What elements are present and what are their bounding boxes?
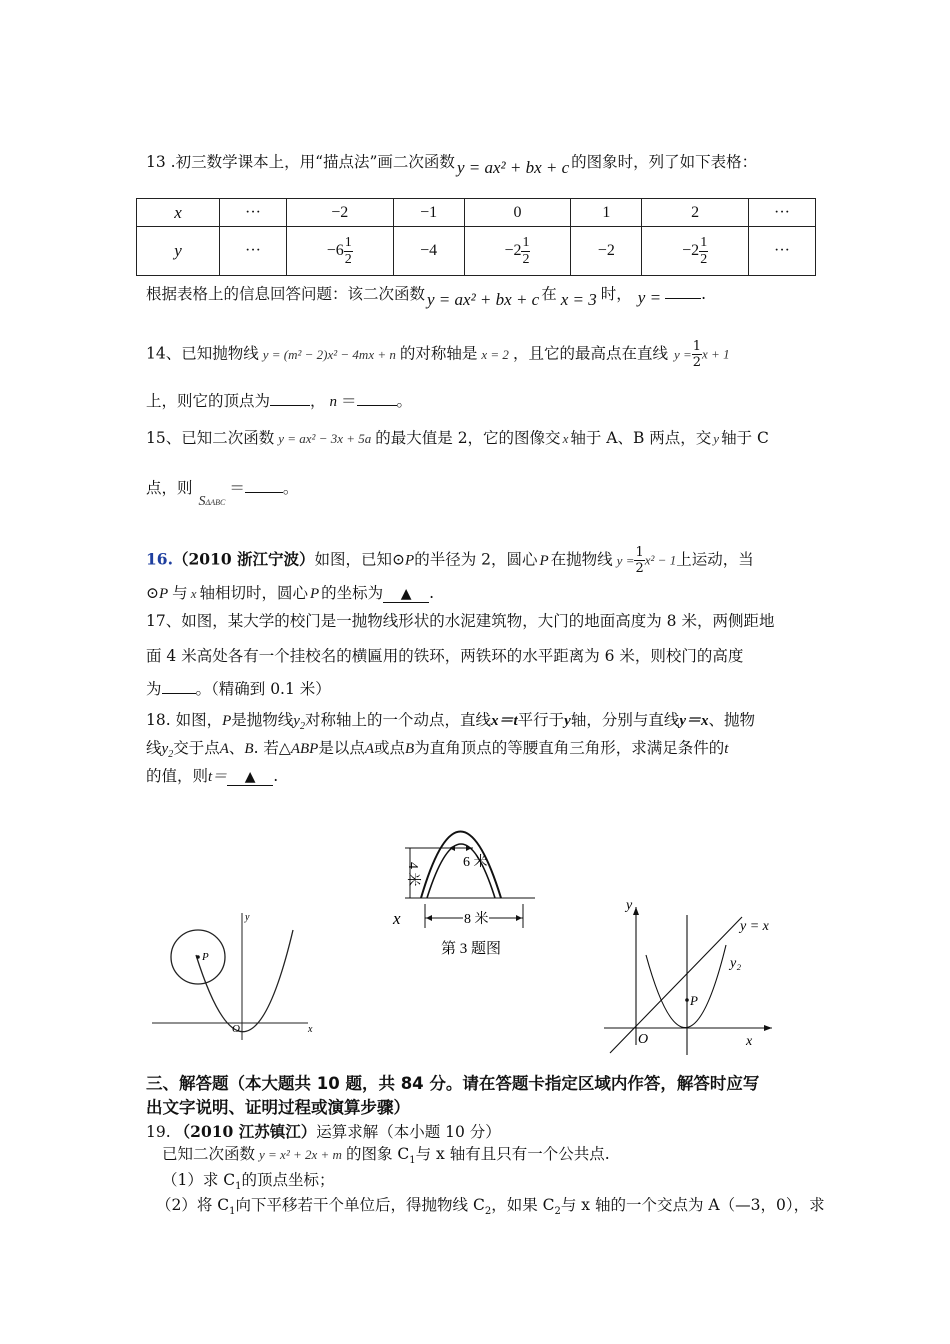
q16-text-c: 在抛物线	[550, 550, 613, 569]
right-fig-label-y2: y₂	[730, 956, 742, 971]
table-cell: −2	[571, 227, 642, 276]
right-fig-label-x: x	[746, 1034, 753, 1049]
table-cell: −4	[393, 227, 464, 276]
q13-value-table	[136, 198, 816, 276]
table-cell: −6 $\frac{1}{2}$	[286, 227, 393, 276]
q16-text-d: 上运动，当	[676, 550, 754, 569]
q16-f-rhs: x² − 1	[644, 552, 677, 568]
q16-f-lhs: y =	[616, 552, 635, 568]
q16-line2-c: 轴相切时，圆心	[199, 584, 308, 602]
q13-formula2: y = ax² + bx + c	[427, 290, 540, 309]
q13-answer-lhs: y =	[637, 288, 662, 307]
q15-text-a: 15、已知二次函数	[146, 429, 275, 447]
q15-line2	[146, 476, 299, 509]
q19-p2-b: 向下平移若干个单位后，得抛物线 C	[235, 1196, 485, 1214]
q14-n-var: n	[329, 394, 338, 410]
q14-line1	[146, 340, 730, 369]
q15-text-b: 的最大值是 2，它的图像交	[375, 429, 561, 447]
q13-question-a: 根据表格上的信息回答问题：该二次函数	[146, 285, 426, 303]
q16-line2-x: x	[190, 586, 197, 601]
q16-line2-b: 与	[172, 584, 188, 602]
section3-heading-line2: 出文字说明、证明过程或演算步骤）	[146, 1098, 410, 1117]
q15-y-var: y	[713, 431, 720, 446]
table-cell: 1	[571, 199, 642, 227]
q14-line-frac: $\frac{1}{2}$	[692, 339, 702, 370]
q16-line2-d: 的坐标为	[321, 584, 384, 602]
q15-text-d: 轴于 C	[721, 429, 769, 447]
q18-line1-b: 是抛物线	[231, 711, 294, 729]
table-cell-y-label: y	[137, 227, 220, 276]
q18-line3-eq: t＝	[208, 769, 228, 785]
q16-source: （2010 浙江宁波）	[172, 549, 315, 569]
q15-eq: ＝	[229, 479, 245, 497]
q13-formula: y = ax² + bx + c	[456, 158, 570, 177]
table-cell: 2	[642, 199, 749, 227]
q18-ABP: ABP	[290, 741, 319, 757]
table-cell: −1	[393, 199, 464, 227]
q19-formula: y = x² + 2x + m	[259, 1147, 342, 1162]
q14-text-b: 的对称轴是	[399, 344, 478, 363]
table-cell: −2 $\frac{1}{2}$	[642, 227, 749, 276]
q18-t: t	[724, 741, 729, 757]
figure-gate	[385, 800, 545, 970]
q17-line3-a: 为	[146, 680, 162, 698]
q18-line3-a: 的值，则	[146, 767, 209, 785]
q19-line2: 已知二次函数 y = x² + 2x + m 的图象 $C_1$与 x 轴有且只有一个公共点.	[162, 1145, 610, 1167]
q14-text-a: 14、已知抛物线	[146, 344, 259, 363]
q18-line2-a: 线	[146, 739, 162, 757]
q19-p1-b: 的顶点坐标；	[241, 1171, 335, 1189]
q18-line2-b: 交于点	[173, 739, 220, 757]
q17-line3	[146, 677, 331, 699]
table-cell: ···	[748, 199, 815, 227]
q18-line1-eq2: y＝x	[679, 713, 709, 729]
q18-end: .	[273, 767, 279, 785]
table-row	[137, 227, 816, 276]
q18-A: A	[219, 741, 229, 757]
q18-line1-e: 轴，分别与直线	[570, 711, 680, 729]
gate-inner-arch	[427, 844, 495, 898]
q19-line2-c: 与 x 轴有且只有一个公共点.	[415, 1145, 610, 1163]
q13-intro	[146, 150, 758, 177]
q18-line2-d: 是以点	[318, 739, 365, 757]
q14-line2-a: 上，则它的顶点为	[146, 392, 271, 410]
figure-circle-parabola	[148, 905, 323, 1045]
q18-A-2: A	[364, 741, 375, 757]
q16-end: .	[429, 584, 435, 602]
right-fig-parabola-y2	[646, 945, 726, 1028]
q13-text-b: 的图象时，列了如下表格：	[571, 153, 758, 171]
q17-line1: 17、如图，某大学的校门是一抛物线形状的水泥建筑物，大门的地面高度为 8 米，两侧距地	[146, 612, 775, 630]
q18-B-2: B	[405, 741, 415, 757]
figure-line-parabola	[600, 895, 790, 1060]
q18-line1-a: 18. 如图，	[146, 711, 223, 729]
gate-label-x: x	[393, 909, 401, 928]
q19-part2: （2）将 $C_1$向下平移若干个单位后，得抛物线 $C_2$，如果 $C_2$与 x 轴的一个交点为 A（—3，0），求	[156, 1196, 825, 1218]
right-fig-point-p	[685, 998, 689, 1002]
q18-sep: 、	[228, 739, 245, 757]
q14-n-blank	[357, 405, 397, 406]
q16-p-var-3: P	[159, 586, 169, 602]
q16-line1	[146, 546, 754, 575]
q16-line2-a: ⊙	[146, 584, 159, 602]
q15-x-var: x	[562, 431, 569, 446]
q13-question-b: 在	[541, 285, 557, 303]
q14-eq: ＝	[341, 392, 357, 410]
q18-p-var: P	[222, 713, 232, 729]
gate-outer-arch	[421, 832, 501, 899]
q16-line2	[146, 581, 434, 603]
circle-fig-label-x: x	[308, 1024, 313, 1035]
q18-line1	[146, 708, 755, 732]
q14-end: 。	[396, 392, 413, 410]
q17-answer-blank	[162, 693, 196, 694]
table-cell: ···	[220, 227, 287, 276]
q18-line2-e: 或点	[374, 739, 406, 757]
q17-line2: 面 4 米高处各有一个挂校名的横匾用的铁环，两铁环的水平距离为 6 米，则校门的高度	[146, 647, 744, 665]
q15-end: 。	[282, 479, 299, 497]
gate-caption: 第 3 题图	[441, 941, 502, 957]
q15-line2-a: 点，则	[146, 479, 193, 497]
q16-p-var-2: P	[539, 552, 549, 569]
table-cell: ···	[220, 199, 287, 227]
q18-line3	[146, 764, 278, 786]
table-cell: ···	[748, 227, 815, 276]
q15-line1	[146, 426, 769, 448]
q19-p2-c: ，如果 C	[491, 1196, 555, 1214]
right-fig-label-yx: y = x	[740, 919, 769, 934]
q16-p-var-4: P	[309, 586, 320, 602]
circle-fig-center-dot	[196, 955, 200, 959]
right-fig-x-arrow	[764, 1025, 772, 1031]
q16-text-b: 的半径为 2，圆心	[414, 550, 538, 569]
gate-label-4: 4 米	[405, 862, 420, 887]
q19-line1	[146, 1120, 501, 1142]
right-fig-line-yx	[610, 917, 742, 1053]
q13-question	[146, 282, 706, 309]
q18-y2-b: $y_2$	[161, 741, 174, 760]
q15-text-c: 轴于 A、B 两点，交	[570, 429, 712, 447]
q16-text-a: 如图，已知⊙	[314, 550, 406, 569]
circle-fig-label-p: P	[202, 951, 209, 963]
q13-cond: x = 3	[560, 290, 597, 309]
q16-p-var: P	[405, 552, 415, 569]
q14-line-rhs: x + 1	[702, 346, 730, 362]
q19-line2-a: 已知二次函数	[162, 1145, 256, 1163]
q14-sep: ，	[310, 392, 326, 410]
q18-line1-eq: x＝t	[490, 713, 518, 729]
right-fig-label-o: O	[638, 1032, 649, 1047]
q15-area: SΔABC	[198, 494, 226, 509]
q13-text-a: 13 .初三数学课本上，用“描点法”画二次函数	[146, 153, 455, 171]
q19-part1: （1）求 $C_1$的顶点坐标；	[162, 1171, 335, 1193]
q16-f-frac: $\frac{1}{2}$	[635, 545, 644, 576]
right-fig-label-p: P	[690, 993, 698, 1008]
table-cell-x-label: x	[137, 199, 220, 227]
q18-line2-f: 为直角顶点的等腰直角三角形，求满足条件的	[414, 739, 725, 757]
q14-formula: y = (m² − 2)x² − 4mx + n	[262, 346, 396, 362]
q14-line-lhs: y =	[673, 346, 692, 362]
q15-formula: y = ax² − 3x + 5a	[278, 431, 372, 446]
gate-label-8: 8 米	[464, 912, 489, 927]
q18-line1-d: 平行于	[517, 711, 565, 729]
q18-line2-c: . 若△	[253, 739, 291, 757]
circle-fig-label-o: O	[232, 1023, 240, 1035]
q18-line2	[146, 736, 728, 760]
q14-line2	[146, 389, 412, 411]
right-fig-y-arrow	[633, 907, 639, 915]
table-cell: 0	[464, 199, 571, 227]
table-row	[137, 199, 816, 227]
right-fig-label-y: y	[626, 898, 633, 913]
q15-area-blank	[245, 492, 283, 493]
q18-answer-blank: ▲	[227, 769, 273, 786]
q13-answer-blank	[665, 298, 701, 299]
q19-p2-d: 与 x 轴的一个交点为 A（—3，0），求	[560, 1196, 825, 1214]
q19-number: 19.	[146, 1123, 171, 1141]
q18-B: B	[244, 741, 254, 757]
q14-vertex-blank	[270, 405, 310, 406]
q17-line3-b: 。（精确到 0.1 米）	[195, 680, 331, 698]
q19-source: （2010 江苏镇江）	[174, 1122, 317, 1141]
circle-fig-label-y: y	[245, 912, 250, 923]
q13-question-c: 时，	[600, 285, 632, 303]
q19-tail: 运算求解（本小题 10 分）	[316, 1123, 501, 1141]
q19-p2-a: （2）将 C	[156, 1196, 230, 1214]
q16-number: 16.	[146, 549, 173, 569]
table-cell: −2	[286, 199, 393, 227]
q14-axis: x = 2	[481, 346, 509, 362]
q13-end: .	[701, 285, 706, 303]
table-cell: −2 $\frac{1}{2}$	[464, 227, 571, 276]
gate-label-6: 6 米	[463, 855, 488, 870]
q18-line1-f: 、抛物	[708, 711, 756, 729]
q14-text-c: ，且它的最高点在直线	[512, 344, 668, 363]
q16-answer-blank: ▲	[383, 586, 429, 603]
q18-y2: $y_2$	[293, 713, 305, 732]
q19-line2-b: 的图象 C	[345, 1145, 410, 1163]
q19-p1-a: （1）求 C	[162, 1171, 236, 1189]
q18-line1-y: y	[564, 713, 571, 729]
q18-line1-c: 对称轴上的一个动点，直线	[304, 711, 491, 729]
section3-heading-line1: 三、解答题（本大题共 10 题，共 84 分。请在答题卡指定区域内作答，解答时应写	[146, 1074, 760, 1093]
